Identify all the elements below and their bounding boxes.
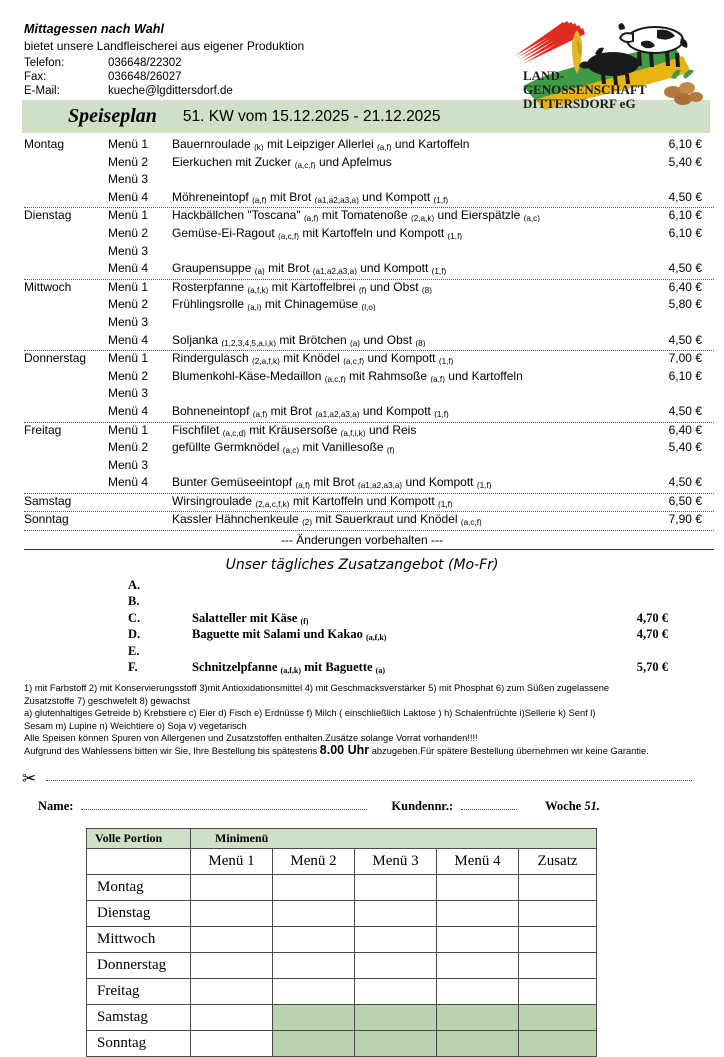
menu-day-label: Mittwoch bbox=[24, 279, 72, 294]
name-label: Name: bbox=[38, 798, 74, 813]
menu-description: Frühlingsrolle $_{(a,i)}$ mit Chinagemüse $_{(l,o)}$ bbox=[172, 297, 376, 312]
menu-number-label: Menü 2 bbox=[108, 440, 149, 455]
phone-label: Telefon: bbox=[24, 57, 65, 69]
order-checkbox-cell[interactable] bbox=[273, 952, 355, 978]
menu-number-label: Menü 1 bbox=[108, 279, 149, 294]
menu-day-label: Donnerstag bbox=[24, 351, 87, 366]
order-table-row bbox=[87, 874, 597, 900]
order-table-group-row bbox=[87, 828, 597, 848]
order-checkbox-cell[interactable] bbox=[519, 926, 597, 952]
order-row-day: Freitag bbox=[87, 978, 191, 1004]
menu-number-label: Menü 3 bbox=[108, 386, 149, 401]
menu-price: 4,50 € bbox=[668, 475, 702, 490]
menu-row bbox=[24, 172, 714, 190]
email-label: E-Mail: bbox=[24, 85, 60, 98]
fax-value: 036648/26027 bbox=[108, 71, 182, 84]
changes-note: --- Änderungen vorbehalten --- bbox=[280, 533, 444, 548]
header-title: Mittagessen nach Wahl bbox=[24, 22, 165, 36]
fax-label: Fax: bbox=[24, 71, 47, 84]
document-header bbox=[0, 0, 724, 111]
order-checkbox-cell[interactable] bbox=[355, 978, 437, 1004]
menu-price: 6,50 € bbox=[668, 493, 702, 508]
legend-line-3: a) glutenhaltiges Getreide b) Krebstiere c) Eier d) Fisch e) Erdnüsse f) Milch ( einschließlich Laktose ) h) Schalenfrüchte i)Sellerie k) Senf l) bbox=[24, 708, 596, 719]
order-row-day: Mittwoch bbox=[87, 926, 191, 952]
menu-price: 4,50 € bbox=[668, 261, 702, 276]
order-col-menü-3: Menü 3 bbox=[355, 848, 437, 874]
menu-day-label: Sonntag bbox=[24, 512, 69, 527]
zusatz-row bbox=[128, 644, 714, 660]
order-checkbox-cell[interactable] bbox=[273, 900, 355, 926]
order-checkbox-cell[interactable] bbox=[519, 978, 597, 1004]
menu-list bbox=[24, 137, 714, 531]
order-checkbox-cell[interactable] bbox=[355, 952, 437, 978]
menu-price: 6,10 € bbox=[668, 368, 702, 383]
order-identity-row bbox=[38, 798, 724, 814]
legend-line-5: Alle Speisen können Spuren von Allergenen und Zusatzstoffen enthalten.Zusätze solange Vorrat vorhanden!!!! bbox=[24, 733, 478, 744]
group-minimenu: Minimenü bbox=[191, 828, 597, 848]
menu-row bbox=[24, 351, 714, 369]
logo-line-1: LAND- bbox=[523, 68, 565, 83]
menu-price: 6,10 € bbox=[668, 137, 702, 151]
zusatz-title: Unser tägliches Zusatzangebot (Mo-Fr) bbox=[225, 557, 499, 574]
order-table-wrapper bbox=[0, 828, 724, 1057]
menu-row bbox=[24, 261, 714, 279]
header-subtitle: bietet unsere Landfleischerei aus eigener Produktion bbox=[24, 39, 305, 53]
menu-row bbox=[24, 208, 714, 226]
menu-row bbox=[24, 226, 714, 244]
order-checkbox-cell[interactable] bbox=[519, 874, 597, 900]
menu-row bbox=[24, 155, 714, 173]
order-checkbox-cell[interactable] bbox=[191, 1004, 273, 1030]
menu-description: Bohneneintopf $_{(a,f)}$ mit Brot $_{(a1,a2,a3,a)}$ und Kompott $_{(1,f)}$ bbox=[172, 403, 449, 418]
menu-row bbox=[24, 137, 714, 155]
menu-description: Bauernroulade $_{(k)}$ mit Leipziger Allerlei $_{(a,f)}$ und Kartoffeln bbox=[172, 137, 470, 151]
menu-description: Rosterpfanne $_{(a,f,k)}$ mit Kartoffelbrei $_{(f)}$ und Obst $_{(8)}$ bbox=[172, 279, 432, 294]
order-checkbox-cell bbox=[437, 1030, 519, 1056]
menu-row bbox=[24, 369, 714, 387]
order-checkbox-cell[interactable] bbox=[437, 926, 519, 952]
order-table-row bbox=[87, 1004, 597, 1030]
order-table-row bbox=[87, 926, 597, 952]
order-col-empty bbox=[87, 848, 191, 874]
order-checkbox-cell bbox=[355, 1004, 437, 1030]
menu-number-label: Menü 1 bbox=[108, 422, 149, 437]
zusatz-row bbox=[128, 578, 714, 594]
zusatz-letter: A. bbox=[128, 578, 141, 593]
menu-day-label: Dienstag bbox=[24, 208, 72, 223]
week-label: Woche 51. bbox=[545, 798, 600, 813]
order-table-row bbox=[87, 900, 597, 926]
menu-number-label: Menü 2 bbox=[108, 154, 149, 169]
menu-description: Rindergulasch $_{(2,a,f,k)}$ mit Knödel $_{(a,c,f)}$ und Kompott $_{(1,f)}$ bbox=[172, 351, 454, 366]
group-volle-portion: Volle Portion bbox=[87, 828, 191, 848]
menu-number-label: Menü 4 bbox=[108, 332, 149, 347]
order-table-body bbox=[87, 874, 597, 1056]
logo-line-2: GENOSSENSCHAFT bbox=[523, 82, 647, 97]
zusatz-letter: C. bbox=[128, 610, 141, 625]
menu-row bbox=[24, 333, 714, 351]
menu-number-label: Menü 1 bbox=[108, 137, 149, 151]
menu-row bbox=[24, 423, 714, 441]
menu-number-label: Menü 3 bbox=[108, 172, 149, 187]
menu-number-label: Menü 4 bbox=[108, 189, 149, 204]
zusatz-name: Salatteller mit Käse $_{(f)}$ bbox=[192, 610, 309, 626]
order-checkbox-cell bbox=[519, 1004, 597, 1030]
zusatz-letter: D. bbox=[128, 627, 141, 642]
menu-number-label: Menü 4 bbox=[108, 475, 149, 490]
menu-number-label: Menü 2 bbox=[108, 225, 149, 240]
legend-line-4: Sesam m) Lupine n) Weichtiere o) Soja v) vegetarisch bbox=[24, 720, 247, 731]
menu-description: Gemüse-Ei-Ragout $_{(a,c,f)}$ mit Kartoffeln und Kompott $_{(1,f)}$ bbox=[172, 225, 463, 240]
zusatz-price: 4,70 € bbox=[636, 627, 668, 642]
menu-price: 6,40 € bbox=[668, 279, 702, 294]
order-row-day: Donnerstag bbox=[87, 952, 191, 978]
menu-description: gefüllte Germknödel $_{(a,c)}$ mit Vanillesoße $_{(f)}$ bbox=[172, 440, 395, 455]
cut-here-row bbox=[22, 768, 710, 796]
menu-price: 6,40 € bbox=[668, 422, 702, 437]
order-deadline-post: abzugeben.Für spätere Bestellung übernehmen wir keine Garantie. bbox=[369, 746, 649, 757]
zusatz-letter: F. bbox=[128, 660, 138, 675]
order-checkbox-cell[interactable] bbox=[437, 900, 519, 926]
menu-row bbox=[24, 190, 714, 208]
order-checkbox-cell[interactable] bbox=[355, 900, 437, 926]
order-checkbox-cell bbox=[273, 1004, 355, 1030]
order-checkbox-cell bbox=[519, 1030, 597, 1056]
menu-description: Möhreneintopf $_{(a,f)}$ mit Brot $_{(a1,a2,a3,a)}$ und Kompott $_{(1,f)}$ bbox=[172, 189, 449, 204]
logo-line-3: DITTERSDORF eG bbox=[523, 96, 636, 111]
menu-description: Hackbällchen "Toscana" $_{(a,f)}$ mit Tomatenoße $_{(2,a,k)}$ und Eierspätzle $_{(a,c)}$ bbox=[172, 208, 540, 223]
menu-number-label: Menü 3 bbox=[108, 314, 149, 329]
menu-number-label: Menü 2 bbox=[108, 297, 149, 312]
order-checkbox-cell[interactable] bbox=[355, 874, 437, 900]
name-input[interactable] bbox=[81, 798, 367, 810]
order-checkbox-cell[interactable] bbox=[519, 952, 597, 978]
email-value[interactable]: kueche@lgdittersdorf.de bbox=[108, 85, 233, 98]
week-number-value: 51. bbox=[584, 798, 600, 813]
menu-description: Blumenkohl-Käse-Medaillon $_{(a,c,f)}$ mit Rahmsoße $_{(a,f)}$ und Kartoffeln bbox=[172, 368, 523, 383]
zusatz-row bbox=[128, 594, 714, 610]
allergen-legend bbox=[24, 682, 712, 757]
order-deadline-pre: Aufgrund des Wahlessens bitten wir Sie, Ihre Bestellung bis spätestens bbox=[24, 746, 320, 757]
zusatz-price: 5,70 € bbox=[636, 660, 668, 675]
order-checkbox-cell[interactable] bbox=[355, 926, 437, 952]
menu-price: 4,50 € bbox=[668, 189, 702, 204]
menu-row bbox=[24, 458, 714, 476]
section-divider bbox=[24, 549, 714, 550]
company-logo bbox=[505, 12, 711, 112]
speiseplan-heading: Speiseplan bbox=[68, 105, 157, 127]
order-checkbox-cell[interactable] bbox=[273, 874, 355, 900]
zusatz-name: Baguette mit Salami und Kakao $_{(a,f,k)}$ bbox=[192, 627, 387, 643]
customer-number-input[interactable] bbox=[461, 798, 517, 810]
menu-day-label: Freitag bbox=[24, 422, 62, 437]
menu-number-label: Menü 1 bbox=[108, 208, 149, 223]
menu-description: Fischfilet $_{(a,c,d)}$ mit Kräusersoße $_{(a,f,i,k)}$ und Reis bbox=[172, 422, 417, 437]
order-row-day: Montag bbox=[87, 874, 191, 900]
order-checkbox-cell bbox=[437, 1004, 519, 1030]
order-checkbox-cell[interactable] bbox=[191, 874, 273, 900]
order-checkbox-cell bbox=[355, 1030, 437, 1056]
customer-number-label: Kundennr.: bbox=[391, 798, 454, 813]
zusatz-letter: B. bbox=[128, 594, 140, 609]
phone-value: 036648/22302 bbox=[108, 57, 182, 69]
menu-number-label: Menü 4 bbox=[108, 403, 149, 418]
menu-row bbox=[24, 280, 714, 298]
menu-row bbox=[24, 297, 714, 315]
cut-dotted-line bbox=[46, 780, 692, 781]
menu-day-block bbox=[24, 423, 714, 494]
menu-row bbox=[24, 494, 714, 512]
zusatz-row bbox=[128, 627, 714, 643]
order-row-day: Sonntag bbox=[87, 1030, 191, 1056]
order-checkbox-cell[interactable] bbox=[191, 978, 273, 1004]
order-col-menü-2: Menü 2 bbox=[273, 848, 355, 874]
order-col-zusatz: Zusatz bbox=[519, 848, 597, 874]
zusatz-row bbox=[128, 611, 714, 627]
legend-line-2: Zusatzstoffe 7) geschwefelt 8) gewachst bbox=[24, 695, 190, 706]
week-range-label: 51. KW vom 15.12.2025 - 21.12.2025 bbox=[182, 107, 441, 125]
order-checkbox-cell[interactable] bbox=[273, 978, 355, 1004]
menu-price: 5,80 € bbox=[668, 297, 702, 312]
legend-line-6 bbox=[24, 744, 712, 757]
order-checkbox-cell[interactable] bbox=[191, 952, 273, 978]
menu-row bbox=[24, 244, 714, 262]
menu-description: Graupensuppe $_{(a)}$ mit Brot $_{(a1,a2,a3,a)}$ und Kompott $_{(1,f)}$ bbox=[172, 261, 447, 276]
menu-price: 6,10 € bbox=[668, 225, 702, 240]
menu-row bbox=[24, 475, 714, 493]
order-col-menü-1: Menü 1 bbox=[191, 848, 273, 874]
order-deadline-time: 8.00 Uhr bbox=[319, 743, 370, 758]
order-row-day: Samstag bbox=[87, 1004, 191, 1030]
scissors-icon: ✂ bbox=[22, 768, 37, 788]
menu-price: 4,50 € bbox=[668, 403, 702, 418]
menu-price: 7,00 € bbox=[668, 351, 702, 366]
menu-day-label: Montag bbox=[24, 137, 65, 151]
order-table bbox=[86, 828, 597, 1057]
menu-price: 5,40 € bbox=[668, 440, 702, 455]
menu-description: Soljanka $_{(1,2,3,4,5,a,i,k)}$ mit Brötchen $_{(a)}$ und Obst $_{(8)}$ bbox=[172, 332, 426, 347]
menu-description: Bunter Gemüseeintopf $_{(a,f)}$ mit Brot $_{(a1,a2,a3,a)}$ und Kompott $_{(1,f)}$ bbox=[172, 475, 492, 490]
order-checkbox-cell[interactable] bbox=[437, 978, 519, 1004]
menu-row bbox=[24, 512, 714, 530]
menu-price: 6,10 € bbox=[668, 208, 702, 223]
menu-day-block bbox=[24, 351, 714, 422]
menu-day-block bbox=[24, 208, 714, 279]
zusatz-row bbox=[128, 660, 714, 676]
menu-day-label: Samstag bbox=[24, 493, 72, 508]
order-table-row bbox=[87, 952, 597, 978]
zusatz-list bbox=[128, 578, 714, 676]
order-table-row bbox=[87, 978, 597, 1004]
menu-row bbox=[24, 386, 714, 404]
order-col-menü-4: Menü 4 bbox=[437, 848, 519, 874]
menu-number-label: Menü 4 bbox=[108, 261, 149, 276]
menu-description: Eierkuchen mit Zucker $_{(a,c,f)}$ und Apfelmus bbox=[172, 154, 392, 169]
order-table-column-row bbox=[87, 848, 597, 874]
menu-row bbox=[24, 440, 714, 458]
menu-description: Wirsingroulade $_{(2,a,c,f,k)}$ mit Kartoffeln und Kompott $_{(1,f)}$ bbox=[172, 493, 453, 508]
order-checkbox-cell[interactable] bbox=[519, 900, 597, 926]
order-checkbox-cell[interactable] bbox=[191, 900, 273, 926]
zusatz-name: Schnitzelpfanne $_{(a,f,k)}$ mit Baguette $_{(a)}$ bbox=[192, 660, 385, 676]
menu-price: 5,40 € bbox=[668, 154, 702, 169]
menu-price: 4,50 € bbox=[668, 332, 702, 347]
legend-line-1: 1) mit Farbstoff 2) mit Konservierungsstoff 3)mit Antioxidationsmittel 4) mit Geschmacksverstärker 5) mit Phosphat 6) zum Süßen zugelassene bbox=[24, 683, 610, 694]
menu-price: 7,90 € bbox=[668, 512, 702, 527]
order-checkbox-cell bbox=[273, 1030, 355, 1056]
menu-day-block bbox=[24, 494, 714, 513]
menu-number-label: Menü 3 bbox=[108, 243, 149, 258]
order-table-row bbox=[87, 1030, 597, 1056]
menu-number-label: Menü 3 bbox=[108, 457, 149, 472]
zusatz-letter: E. bbox=[128, 643, 140, 658]
menu-day-block bbox=[24, 137, 714, 208]
zusatz-price: 4,70 € bbox=[636, 610, 668, 625]
menu-row bbox=[24, 404, 714, 422]
menu-number-label: Menü 1 bbox=[108, 351, 149, 366]
menu-description: Kassler Hähnchenkeule $_{(2)}$ mit Sauerkraut und Knödel $_{(a,c,f)}$ bbox=[172, 512, 482, 527]
order-checkbox-cell[interactable] bbox=[191, 926, 273, 952]
order-row-day: Dienstag bbox=[87, 900, 191, 926]
menu-day-block bbox=[24, 280, 714, 351]
order-checkbox-cell[interactable] bbox=[191, 1030, 273, 1056]
menu-number-label: Menü 2 bbox=[108, 368, 149, 383]
order-checkbox-cell[interactable] bbox=[437, 952, 519, 978]
order-table-head bbox=[87, 828, 597, 874]
menu-day-block bbox=[24, 512, 714, 531]
order-checkbox-cell[interactable] bbox=[273, 926, 355, 952]
order-checkbox-cell[interactable] bbox=[437, 874, 519, 900]
menu-row bbox=[24, 315, 714, 333]
